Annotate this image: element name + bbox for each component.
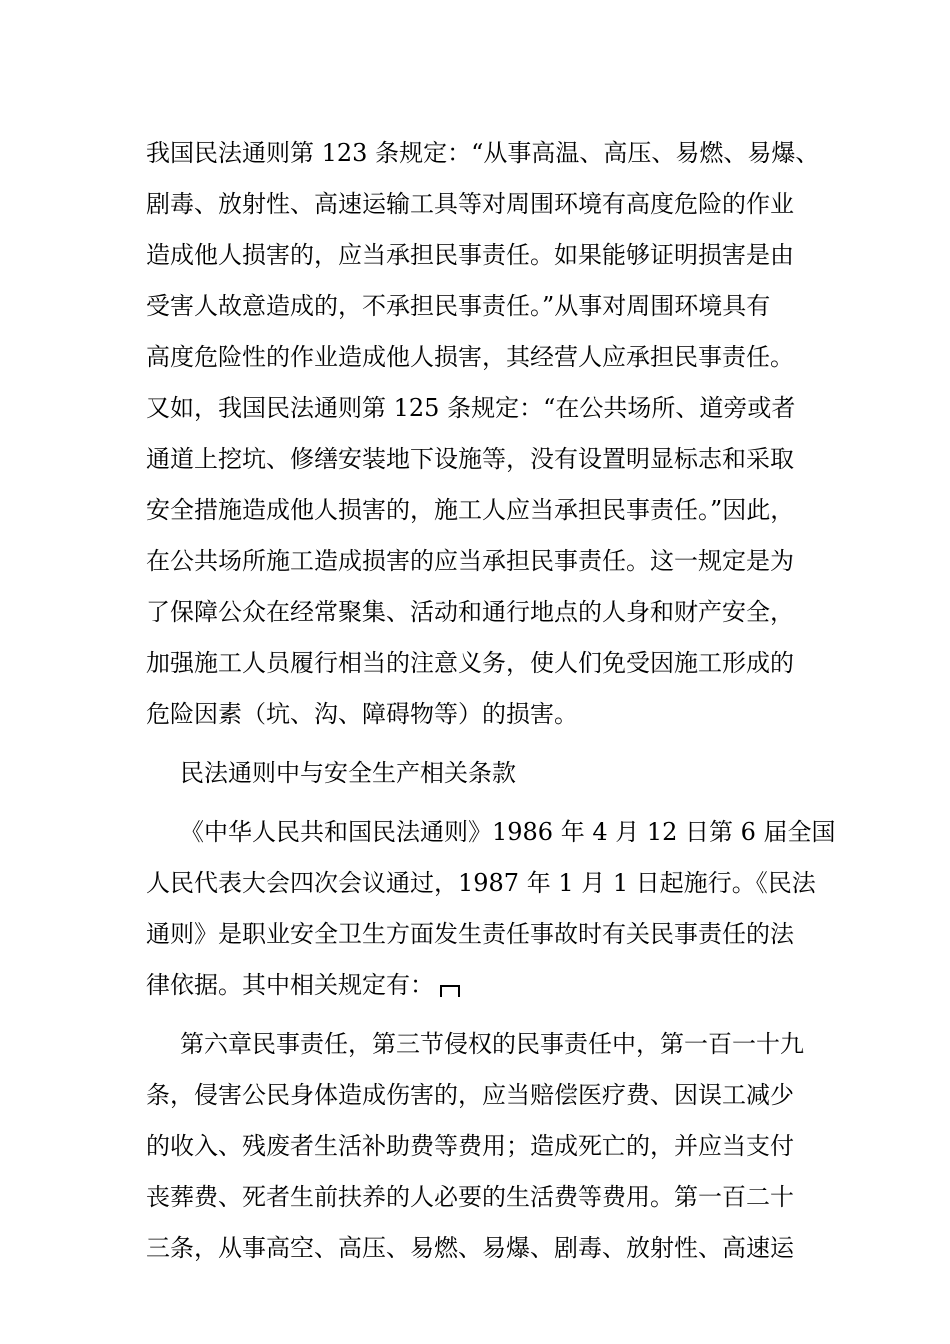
- text-line: 造成他人损害的，应当承担民事责任。如果能够证明损害是由: [146, 241, 794, 269]
- paragraph-chapter-six: [146, 1019, 836, 1274]
- text-line: 通则》是职业安全卫生方面发生责任事故时有关民事责任的法: [146, 920, 794, 948]
- text-line: 人民代表大会四次会议通过，1987 年 1 月 1 日起施行。《民法: [146, 869, 816, 897]
- text-line: 高度危险性的作业造成他人损害，其经营人应承担民事责任。: [146, 343, 794, 371]
- text-line: 又如，我国民法通则第 125 条规定：“在公共场所、道旁或者: [146, 394, 796, 422]
- text-line: 通道上挖坑、修缮安装地下设施等，没有设置明显标志和采取: [146, 445, 794, 473]
- paragraph-civil-law-intro: [146, 807, 836, 1011]
- text-line: 三条，从事高空、高压、易燃、易爆、剧毒、放射性、高速运: [146, 1234, 794, 1262]
- text-line: 加强施工人员履行相当的注意义务，使人们免受因施工形成的: [146, 649, 794, 677]
- text-line: 剧毒、放射性、高速运输工具等对周围环境有高度危险的作业: [146, 190, 794, 218]
- text-line: 我国民法通则第 123 条规定：“从事高温、高压、易燃、易爆、: [146, 139, 820, 167]
- document-body: [146, 128, 836, 1274]
- section-heading-block: [146, 748, 836, 799]
- text-line: 律依据。其中相关规定有：: [146, 971, 434, 999]
- text-line: 在公共场所施工造成损害的应当承担民事责任。这一规定是为: [146, 547, 794, 575]
- text-line-with-mark: [146, 960, 836, 1011]
- text-line: 了保障公众在经常聚集、活动和通行地点的人身和财产安全，: [146, 598, 794, 626]
- text-line: 《中华人民共和国民法通则》1986 年 4 月 12 日第 6 届全国: [180, 818, 836, 846]
- text-line: 安全措施造成他人损害的，施工人应当承担民事责任。”因此，: [146, 496, 795, 524]
- text-line: 第六章民事责任，第三节侵权的民事责任中，第一百一十九: [180, 1030, 804, 1058]
- text-line: 丧葬费、死者生前扶养的人必要的生活费等费用。第一百二十: [146, 1183, 794, 1211]
- paragraph-civil-law-articles: [146, 128, 836, 740]
- paragraph-mark-icon: [440, 985, 460, 997]
- text-line: 的收入、残废者生活补助费等费用；造成死亡的，并应当支付: [146, 1132, 794, 1160]
- section-heading: 民法通则中与安全生产相关条款: [180, 759, 516, 787]
- text-line: 条，侵害公民身体造成伤害的，应当赔偿医疗费、因误工减少: [146, 1081, 794, 1109]
- text-line: 受害人故意造成的，不承担民事责任。”从事对周围环境具有: [146, 292, 771, 320]
- text-line: 危险因素（坑、沟、障碍物等）的损害。: [146, 700, 578, 728]
